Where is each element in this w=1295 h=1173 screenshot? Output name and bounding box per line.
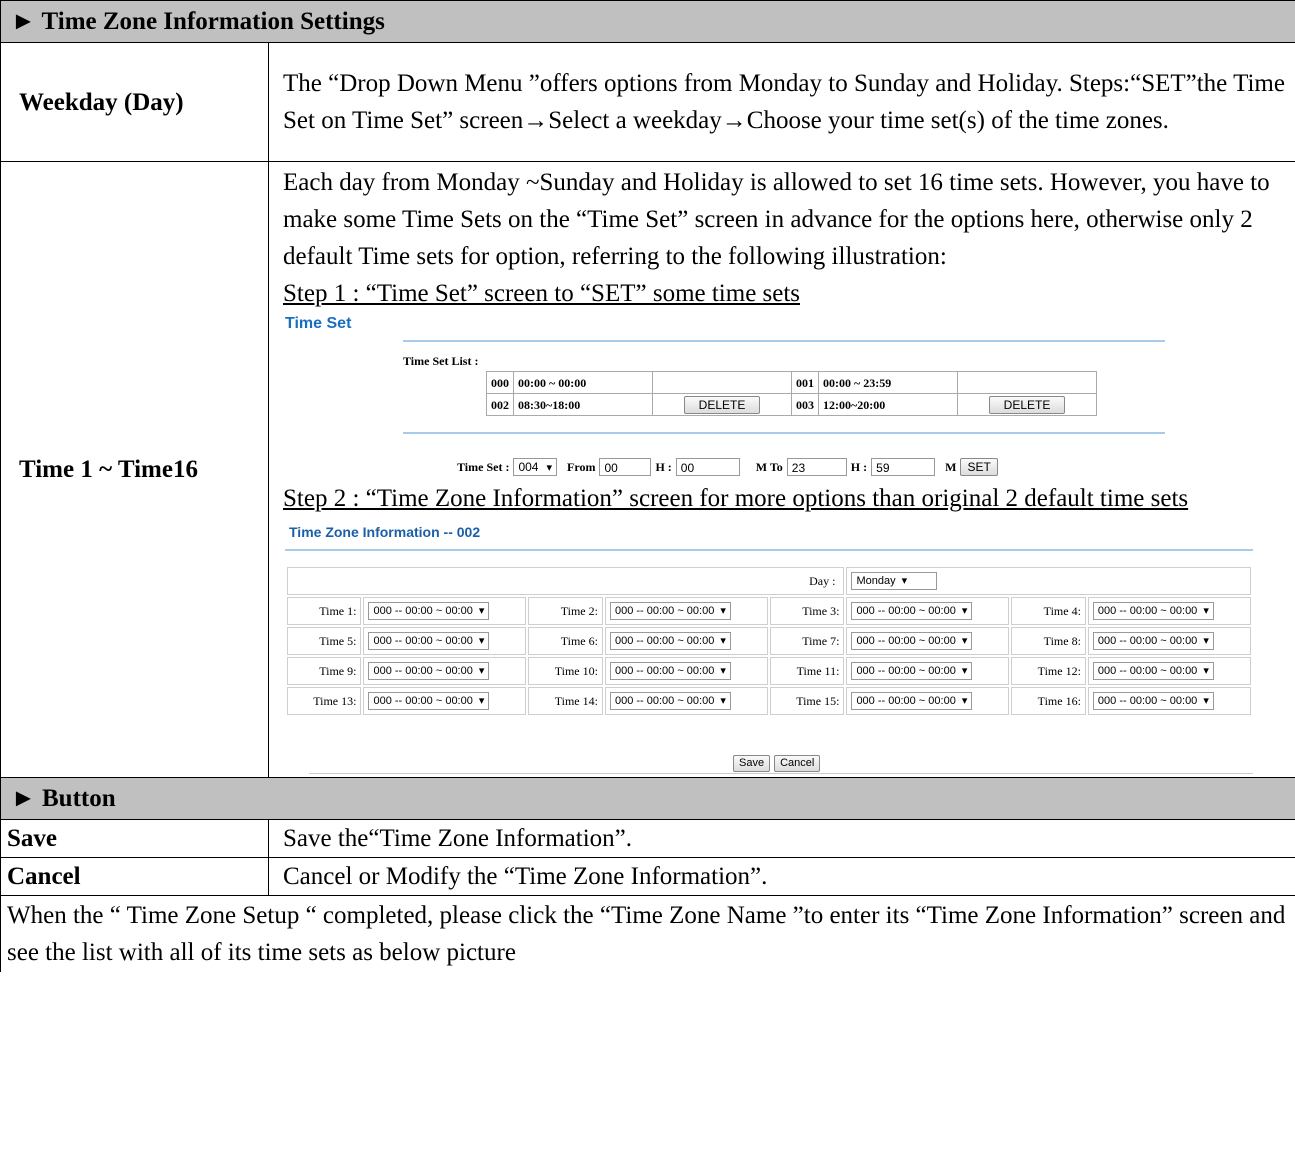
time-select[interactable]: 000 -- 00:00 ~ 00:00 ▾ xyxy=(610,662,731,680)
time-label: Time 2: xyxy=(528,597,602,625)
time-label: Time 3: xyxy=(770,597,844,625)
section-header-button: ► Button xyxy=(1,778,1295,820)
time-label: Time 6: xyxy=(528,627,602,655)
to-hour-input[interactable]: 23 xyxy=(787,458,847,476)
set-range: 12:00~20:00 xyxy=(819,394,958,416)
weekday-label: Weekday (Day) xyxy=(1,43,269,162)
time-label: Time 15: xyxy=(770,687,844,715)
set-action-empty xyxy=(958,372,1097,394)
time-set-form xyxy=(457,457,998,477)
cancel-row-label: Cancel xyxy=(1,858,269,896)
table-row xyxy=(287,597,1251,625)
from-minute-input[interactable]: 00 xyxy=(676,458,740,476)
save-row-label: Save xyxy=(1,820,269,858)
minute-label: M xyxy=(945,460,957,474)
time-select[interactable]: 000 -- 00:00 ~ 00:00 ▾ xyxy=(368,662,489,680)
hour-label: H : xyxy=(850,460,868,474)
time-set-title: Time Set xyxy=(285,315,352,332)
tz-form-buttons xyxy=(733,755,820,772)
time-label: Time 13: xyxy=(287,687,361,715)
time-label: Time 1 ~ Time16 xyxy=(1,162,269,778)
time-select[interactable]: 000 -- 00:00 ~ 00:00 ▾ xyxy=(610,632,731,650)
hour-label: H : xyxy=(655,460,672,474)
time-label: Time 10: xyxy=(528,657,602,685)
time-label: Time 11: xyxy=(770,657,844,685)
time-label: Time 8: xyxy=(1011,627,1085,655)
day-label: Day : xyxy=(287,567,844,595)
tz-time-grid xyxy=(285,565,1253,717)
set-number: 000 xyxy=(487,372,514,394)
time-select[interactable]: 000 -- 00:00 ~ 00:00 ▾ xyxy=(368,632,489,650)
set-action-empty xyxy=(653,372,792,394)
step1-caption: Step 1 : “Time Set” screen to “SET” some time sets xyxy=(283,280,801,307)
time-set-list xyxy=(486,371,1097,416)
set-range: 08:30~18:00 xyxy=(514,394,653,416)
time-select[interactable]: 000 -- 00:00 ~ 00:00 ▾ xyxy=(610,602,731,620)
set-range: 00:00 ~ 23:59 xyxy=(819,372,958,394)
time-label: Time 12: xyxy=(1011,657,1085,685)
step2-caption: Step 2 : “Time Zone Information” screen for more options than original 2 default time sets xyxy=(283,485,1189,512)
table-row xyxy=(487,372,1097,394)
time-select[interactable]: 000 -- 00:00 ~ 00:00 ▾ xyxy=(1093,602,1214,620)
time-label: Time 5: xyxy=(287,627,361,655)
section-header-time-zone: ► Time Zone Information Settings xyxy=(1,1,1295,43)
from-label: From xyxy=(567,460,596,474)
time-select[interactable]: 000 -- 00:00 ~ 00:00 ▾ xyxy=(1093,692,1214,710)
minute-to-label: M To xyxy=(755,460,783,474)
time-select[interactable]: 000 -- 00:00 ~ 00:00 ▾ xyxy=(851,662,972,680)
weekday-description: The “Drop Down Menu ”offers options from Monday to Sunday and Holiday. Steps:“SET”the Time Set on Time Set” screen→Select a weekday→Choose your time set(s) of the time zones. xyxy=(269,43,1295,162)
time-label: Time 7: xyxy=(770,627,844,655)
set-range: 00:00 ~ 00:00 xyxy=(514,372,653,394)
set-button[interactable]: SET xyxy=(960,458,997,476)
table-row xyxy=(287,657,1251,685)
save-row-description: Save the“Time Zone Information”. xyxy=(269,820,1295,858)
divider xyxy=(403,432,1165,434)
time-select[interactable]: 000 -- 00:00 ~ 00:00 ▾ xyxy=(851,632,972,650)
time-description: Each day from Monday ~Sunday and Holiday is allowed to set 16 time sets. However, you have to make some Time Sets on the “Time Set” screen in advance for the options here, otherwise only 2 default Time sets for option, referring to the following illustration: xyxy=(283,169,1270,270)
set-number: 001 xyxy=(792,372,819,394)
time-select[interactable]: 000 -- 00:00 ~ 00:00 ▾ xyxy=(851,602,972,620)
time-label: Time 16: xyxy=(1011,687,1085,715)
time-select[interactable]: 000 -- 00:00 ~ 00:00 ▾ xyxy=(851,692,972,710)
time-label: Time 1: xyxy=(287,597,361,625)
time-set-screenshot xyxy=(281,312,1295,480)
time-select[interactable]: 000 -- 00:00 ~ 00:00 ▾ xyxy=(1093,632,1214,650)
time-select[interactable]: 000 -- 00:00 ~ 00:00 ▾ xyxy=(368,692,489,710)
time-set-select[interactable]: 004 ▾ xyxy=(513,458,557,476)
footer-note: When the “ Time Zone Setup “ completed, please click the “Time Zone Name ”to enter its “Time Zone Information” screen and see the list with all of its time sets as below picture xyxy=(1,896,1295,973)
day-select[interactable]: Monday ▾ xyxy=(851,572,937,590)
divider xyxy=(403,340,1165,342)
time-zone-info-screenshot xyxy=(273,517,1295,777)
to-minute-input[interactable]: 59 xyxy=(871,458,935,476)
time-label: Time 14: xyxy=(528,687,602,715)
cropped-row-edge xyxy=(309,773,1253,778)
time-select[interactable]: 000 -- 00:00 ~ 00:00 ▾ xyxy=(610,692,731,710)
time-label: Time 4: xyxy=(1011,597,1085,625)
time-set-label: Time Set : xyxy=(457,460,510,474)
table-row xyxy=(287,627,1251,655)
time-select[interactable]: 000 -- 00:00 ~ 00:00 ▾ xyxy=(368,602,489,620)
delete-button[interactable]: DELETE xyxy=(989,396,1066,414)
tz-info-title: Time Zone Information -- 002 xyxy=(289,524,481,540)
time-select[interactable]: 000 -- 00:00 ~ 00:00 ▾ xyxy=(1093,662,1214,680)
from-hour-input[interactable]: 00 xyxy=(599,458,651,476)
table-row xyxy=(287,567,1251,595)
save-button[interactable]: Save xyxy=(733,755,770,772)
set-number: 002 xyxy=(487,394,514,416)
divider xyxy=(285,549,1253,551)
table-row xyxy=(287,687,1251,715)
cancel-row-description: Cancel or Modify the “Time Zone Information”. xyxy=(269,858,1295,896)
time-label: Time 9: xyxy=(287,657,361,685)
table-row xyxy=(487,394,1097,416)
cancel-button[interactable]: Cancel xyxy=(774,755,820,772)
time-set-list-label: Time Set List : xyxy=(403,354,479,368)
set-number: 003 xyxy=(792,394,819,416)
delete-button[interactable]: DELETE xyxy=(684,396,761,414)
